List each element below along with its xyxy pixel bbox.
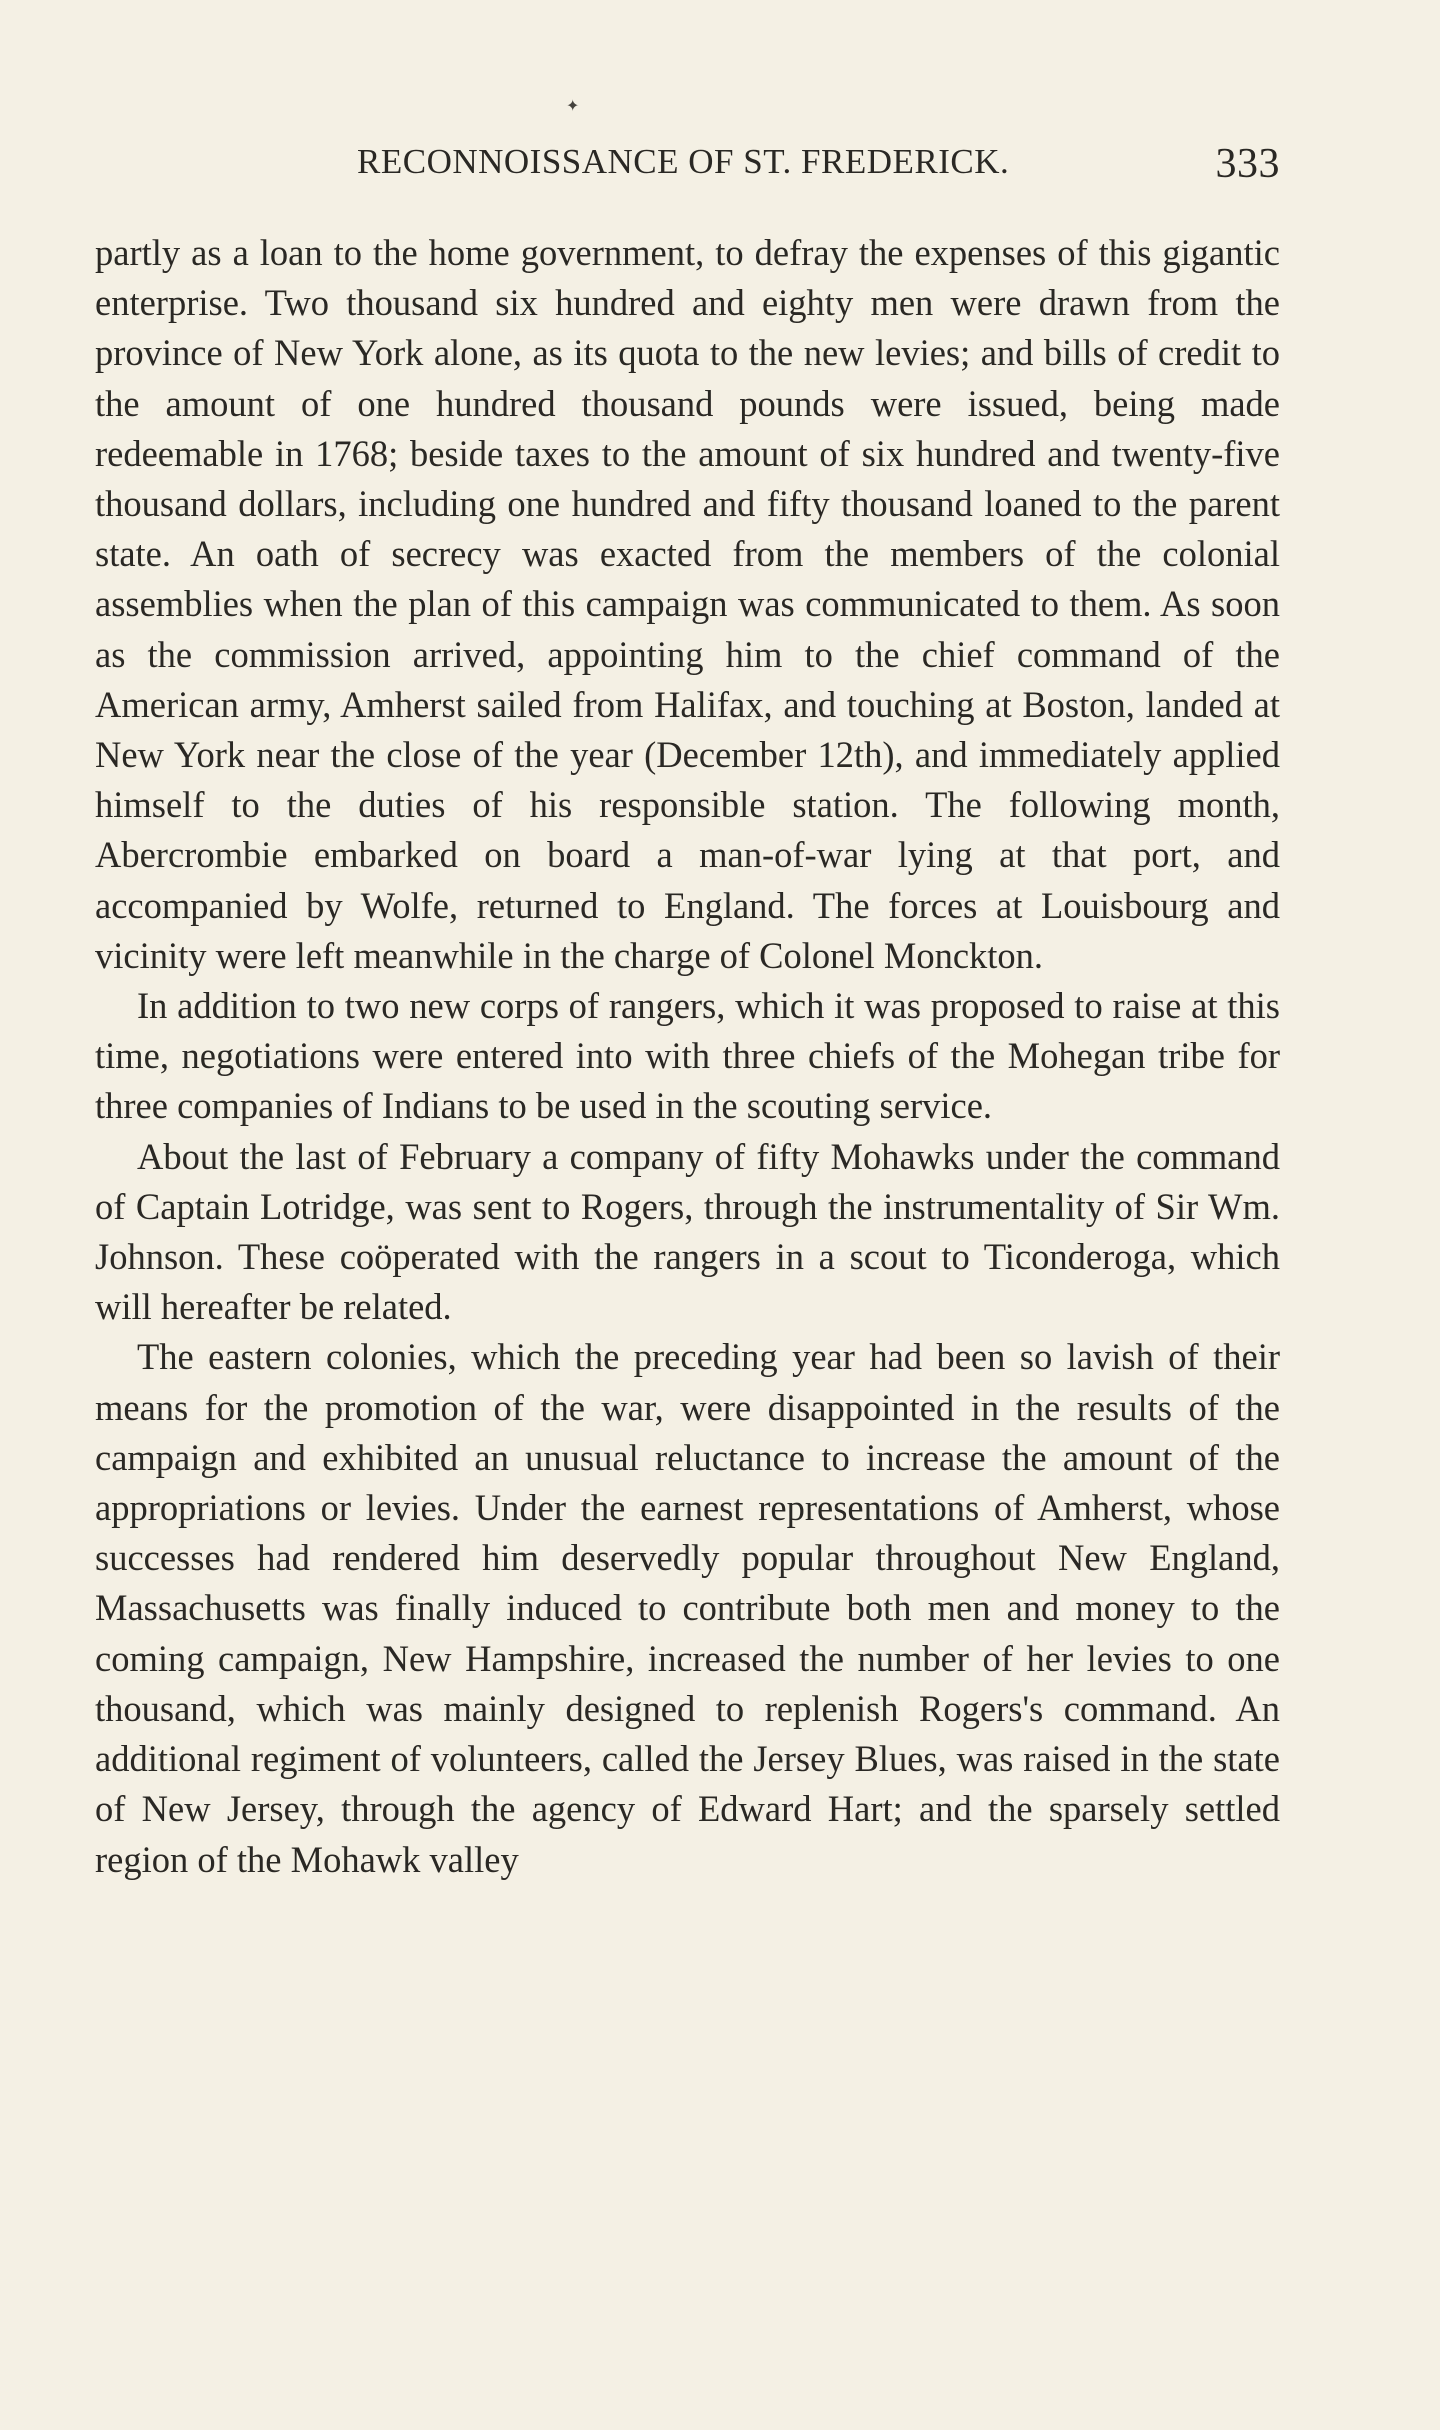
paragraph-continued: partly as a loan to the home government, to defray the expenses of this gigantic enterprise. Two thousand six hundred and eighty men were drawn from the province of New York alone, as its quota to the new levies; and bills of credit to the amount of one hundred thousand pounds were issued, being made redeemable in 1768; beside taxes to the amount of six hundred and twenty-five thousand dollars, including one hundred and fifty thousand loaned to the parent state. An oath of secrecy was exacted from the members of the colonial assemblies when the plan of this campaign was communicated to them. As soon as the commission arrived, appointing him to the chief command of the American army, Amherst sailed from Halifax, and touching at Boston, landed at New York near the close of the year (December 12th), and immediately applied himself to the duties of his responsible station. The following month, Abercrombie embarked on board a man-of-war lying at that port, and accompanied by Wolfe, returned to England. The forces at Louisbourg and vicinity were left meanwhile in the charge of Colonel Monckton. (95, 232, 1280, 976)
body-text (95, 228, 1280, 1885)
running-title: RECONNOISSANCE OF ST. FREDERICK. (357, 142, 1010, 181)
paragraph: In addition to two new corps of rangers, which it was proposed to raise at this time, negotiations were entered into with three chiefs of the Mohegan tribe for three companies of Indians to be used in the scouting service. (95, 985, 1280, 1127)
page-number: 333 (1215, 141, 1280, 187)
paragraph: About the last of February a company of fifty Mohawks under the command of Captain Lotridge, was sent to Rogers, through the instrumentality of Sir Wm. Johnson. These coöperated with the rangers in a scout to Ticonderoga, which will hereafter be related. (95, 1135, 1280, 1328)
paragraph: The eastern colonies, which the preceding year had been so lavish of their means for the promotion of the war, were disappointed in the results of the campaign and exhibited an unusual reluctance to increase the amount of the appropriations or levies. Under the earnest representations of Amherst, whose successes had rendered him deservedly popular throughout New England, Massachusetts was finally induced to contribute both men and money to the coming campaign, New Hampshire, increased the number of her levies to one thousand, which was mainly designed to replenish Rogers's command. An additional regiment of volunteers, called the Jersey Blues, was raised in the state of New Jersey, through the agency of Edward Hart; and the sparsely settled region of the Mohawk valley (95, 1336, 1280, 1880)
running-header (357, 142, 1280, 192)
ink-smudge-icon: ✦ (566, 96, 580, 115)
